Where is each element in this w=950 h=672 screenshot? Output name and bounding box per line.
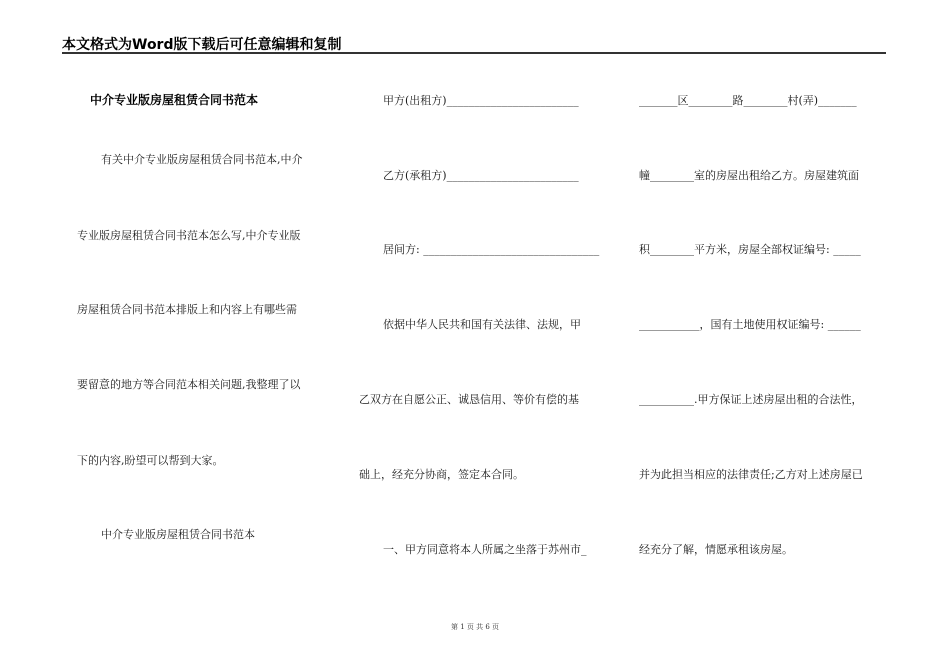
paragraph-line: 下的内容,盼望可以帮到大家。	[77, 454, 224, 467]
paragraph-line: 要留意的地方等合同范本相关问题,我整理了以	[77, 378, 301, 391]
paragraph-line: 有关中介专业版房屋租赁合同书范本,中介	[101, 153, 303, 166]
party-a-line: 甲方(出租方)________________________	[383, 94, 579, 107]
page-header	[62, 32, 886, 54]
paragraph-line: 依据中华人民共和国有关法律、法规，甲	[383, 318, 581, 331]
paragraph-line: 经充分了解，情愿承租该房屋。	[639, 543, 793, 556]
paragraph-line: 础上，经充分协商，签定本合同。	[359, 468, 524, 481]
paragraph-line: ___________，国有土地使用权证编号: ______	[639, 318, 861, 331]
clause-line: 一、甲方同意将本人所属之坐落于苏州市_	[383, 543, 587, 556]
paragraph-line: 积________平方米，房屋全部权证编号: _____	[639, 243, 861, 256]
paragraph-line: __________.甲方保证上述房屋出租的合法性，	[639, 393, 863, 406]
intermediary-line: 居间方: ________________________________	[383, 243, 600, 256]
section-heading: 中介专业版房屋租赁合同书范本	[101, 528, 255, 541]
party-b-line: 乙方(承租方)________________________	[383, 169, 579, 182]
paragraph-line: 乙双方在自愿公正、诚恳信用、等价有偿的基	[359, 393, 579, 406]
page-number: 第 1 页 共 6 页	[450, 623, 500, 631]
paragraph-line: 幢________室的房屋出租给乙方。房屋建筑面	[639, 169, 859, 182]
paragraph-line: 专业版房屋租赁合同书范本怎么写,中介专业版	[77, 229, 301, 242]
paragraph-line: 并为此担当相应的法律责任;乙方对上述房屋已	[639, 468, 863, 481]
paragraph-line: 房屋租赁合同书范本排版上和内容上有哪些需	[77, 303, 297, 316]
header-title: 本文格式为Word版下载后可任意编辑和复制	[62, 37, 342, 53]
address-line: _______区________路________村(弄)_______	[639, 94, 857, 107]
document-title: 中介专业版房屋租赁合同书范本	[90, 93, 259, 107]
